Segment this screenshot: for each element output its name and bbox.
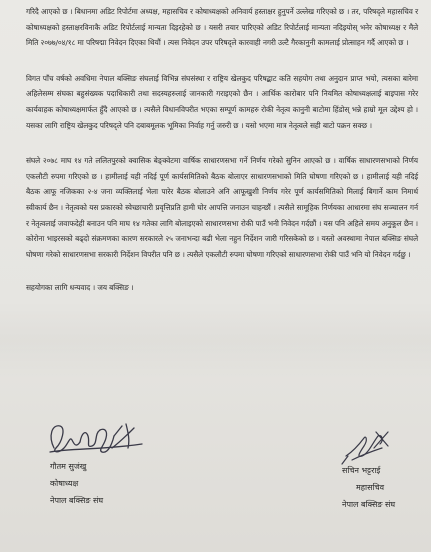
signatory-right-role: महासचिव (356, 483, 385, 492)
signatory-left-role: कोषाध्यक्ष (50, 479, 79, 488)
paper-fold-shadow (0, 300, 431, 380)
paragraph-general-assembly: संघले २०७८ माघ १४ गते ललितपुरको क्वासिक बेङ्क्वेटमा वार्षिक साधारणसभा गर्ने निर्णय गरेको सुनिन आएको छ । वार्षिक साधारणसभाको निर्णय एकलौटी रुपमा गरिएको छ । हामीलाई यही नदिई पूर्ण कार्यसमितिको बैठक बोलाएर साधारणसभाको मिति घोषणा गरिएको छ । हामीलाई यही नदिई बैठक आफू नजिकका २-४ जना व्यक्तिलाई भेला पारेर बैठक बोलाउने अनि आफूखुशी निर्णय गरेर पूर्ण कार्यसमितिको मिलाई बिगार्ने काम निमार्थ स्वीकार्य छैन । नेतृत्वको यस प्रकारको स्वेच्छाचारी प्रवृत्तिप्रति हामी घोर आपत्ति जनाउन चाहन्छौं । त्यसैले सामूहिक निर्णयका आधारमा संघ सञ्चालन गर्न र नेतृत्वलाई जवाफदेही बनाउन पनि माघ १४ गतेका लागि बोलाइएको साधारणसभा रोकी पाउँ भनी निवेदन गर्दछौं । यस पनि अहिले समय अनुकूल छैन । कोरोना भाइरसको बढ्दो संक्रमणका कारण सरकारले २५ जनाभन्दा बढी भेला नहुन निर्देशन जारी गरिसकेको छ । यस्तो अवस्थामा नेपाल बक्सिङ संघले घोषणा गरेको साधारणसभा सरकारी निर्देशन विपरीत पनि छ । त्यसैले एकलौटी रुपमा घोषणा गरिएको साधारणसभा रोकी पाउँ भनि यो निवेदन गर्दछु । (26, 156, 418, 259)
signatory-left-org: नेपाल बक्सिङ संघ (50, 496, 104, 505)
letter-body (26, 4, 418, 306)
paragraph-audit-report: गरिदै आएको छ । बिधानमा अडिट रिपोर्टमा अध्यक्ष, महासचिव र कोषाध्यक्षको अनिवार्य हस्ताक्षर हुनुपर्ने उल्लेख गरिएको छ । तर, परिषद्ले महासचिव र कोषाध्यक्षको हस्ताक्षरविनाकै अडिट रिपोर्टलाई मान्यता दिइरहेको छ । यसरी तयार पारिएको अडिट रिपोर्टलाई मान्यता नदिइयोस् भनेर कोषाध्यक्ष र मैले मिति २०७७/०४/१८ मा परिषद्मा निवेदन दिएका थियौं । त्यस निवेदन उपर परिषद्ले कारवाही नगरी उल्टै गैरकानुनी कामलाई प्रोत्साहन गर्दै आएको छ । (26, 7, 418, 48)
signatory-right-name: सचिन भट्टराई (342, 466, 381, 475)
paragraph-grants-and-finance: विगत पाँच वर्षको अवधिमा नेपाल बक्सिङ संघलाई विभिन्न संघसंस्था र राष्ट्रिय खेलकुद परिषद्बाट कति सहयोग तथा अनुदान प्राप्त भयो, त्यसका बारेमा अहिलेसम्म संघका बहुसंख्यक पदाधिकारी तथा सदस्यहरुलाई जानकारी गराइएको छैन । आर्थिक कारोबार पनि नियमित कोषाध्यक्षलाई बाइपास गरेर कार्यवाहक कोषाध्यक्षमार्फत हुँदै आएको छ । त्यसैले विधानविपरीत भएका सम्पूर्ण कामहरु रोकी नेतृत्व कानुनी बाटोमा हिंडोस् भन्ने हाम्रो मूल उद्देश्य हो । यसका लागि राष्ट्रिय खेलकुद परिषद्ले पनि दबाबमूलक भूमिका निर्वाह गर्नु जरुरी छ । यसो भएमा मात्र नेतृत्वले सही बाटो पक्रन सक्छ । (26, 73, 418, 130)
paragraph-closing: सहयोगका लागि धन्यवाद । जय बक्सिङ । (26, 283, 134, 293)
signatory-right (342, 462, 395, 513)
signatory-left-name: गौतम सुजंखु (50, 462, 87, 471)
signatory-left (50, 458, 103, 509)
signatory-right-org: नेपाल बक्सिङ संघ (342, 500, 396, 509)
